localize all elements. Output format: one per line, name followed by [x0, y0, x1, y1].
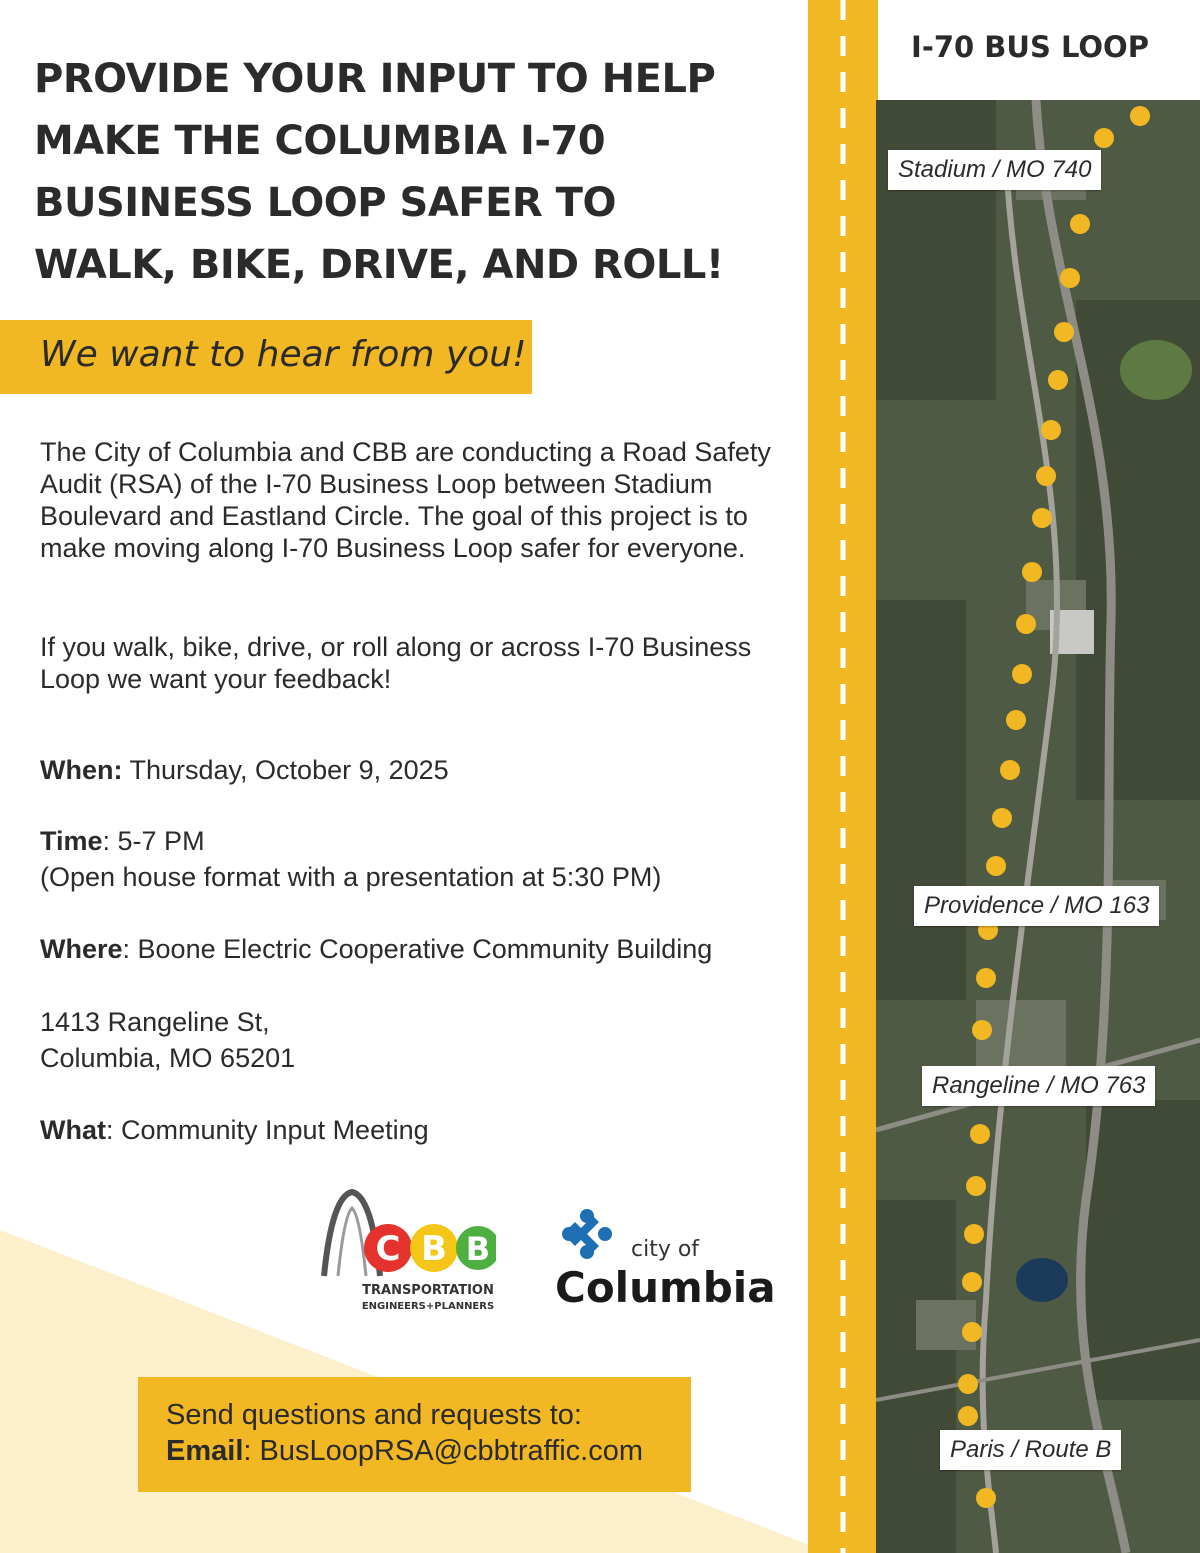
where-label: Where — [40, 934, 123, 964]
map-title: I-70 BUS LOOP — [911, 30, 1149, 64]
headline — [34, 48, 754, 296]
cbb-letter-b2: B — [465, 1230, 491, 1268]
columbia-emblem-icon — [562, 1209, 612, 1259]
city-of-text: city of — [631, 1237, 700, 1262]
contact-box — [138, 1377, 691, 1492]
map-label-stadium: Stadium / MO 740 — [888, 150, 1101, 190]
what-row — [40, 1112, 429, 1148]
when-row — [40, 752, 449, 788]
headline-line-3: BUSINESS LOOP SAFER TO — [34, 180, 616, 226]
time-note: (Open house format with a presentation at 5:30 PM) — [40, 862, 662, 892]
cbb-line-1: TRANSPORTATION — [362, 1283, 494, 1298]
map-label-rangeline: Rangeline / MO 763 — [922, 1066, 1155, 1106]
headline-line-2: MAKE THE COLUMBIA I-70 — [34, 118, 606, 164]
contact-line-1: Send questions and requests to: — [166, 1399, 582, 1431]
tagline-text: We want to hear from you! — [40, 334, 527, 375]
map-label-providence: Providence / MO 163 — [914, 886, 1159, 926]
address-line-1: 1413 Rangeline St, — [40, 1007, 270, 1037]
when-label: When: — [40, 755, 123, 785]
map-label-paris: Paris / Route B — [940, 1430, 1121, 1470]
city-of-columbia-logo — [555, 1204, 785, 1314]
invitation-paragraph: If you walk, bike, drive, or roll along or across I-70 Business Loop we want your feedback! — [40, 632, 752, 694]
time-row — [40, 823, 205, 859]
intro-paragraph: The City of Columbia and CBB are conducting a Road Safety Audit (RSA) of the I-70 Business Loop between Stadium Boulevard and Eastland Circle. The goal of this project is to make moving along I-70 Business Loop safer for everyone. — [40, 437, 771, 563]
aerial-map — [876, 100, 1200, 1553]
time-label: Time — [40, 826, 103, 856]
road-strip — [808, 0, 878, 1553]
where-value: : Boone Electric Cooperative Community Building — [122, 934, 713, 964]
address-line-2: Columbia, MO 65201 — [40, 1043, 296, 1073]
what-label: What — [40, 1115, 106, 1145]
where-row — [40, 931, 712, 967]
cbb-logo — [316, 1188, 496, 1314]
when-value: Thursday, October 9, 2025 — [122, 755, 449, 785]
tagline-banner — [0, 320, 532, 394]
cbb-letter-b1: B — [421, 1229, 447, 1269]
cbb-line-2: ENGINEERS+PLANNERS — [361, 1301, 495, 1312]
email-label: Email — [166, 1435, 244, 1467]
headline-line-4: WALK, BIKE, DRIVE, AND ROLL! — [34, 242, 724, 288]
email-address-link[interactable]: : BusLoopRSA@cbbtraffic.com — [243, 1435, 644, 1467]
cbb-letter-c: C — [375, 1229, 401, 1269]
columbia-text: Columbia — [555, 1263, 776, 1312]
headline-line-1: PROVIDE YOUR INPUT TO HELP — [34, 56, 716, 102]
contact-email-row — [166, 1435, 643, 1468]
what-value: : Community Input Meeting — [105, 1115, 429, 1145]
time-value: : 5-7 PM — [102, 826, 205, 856]
